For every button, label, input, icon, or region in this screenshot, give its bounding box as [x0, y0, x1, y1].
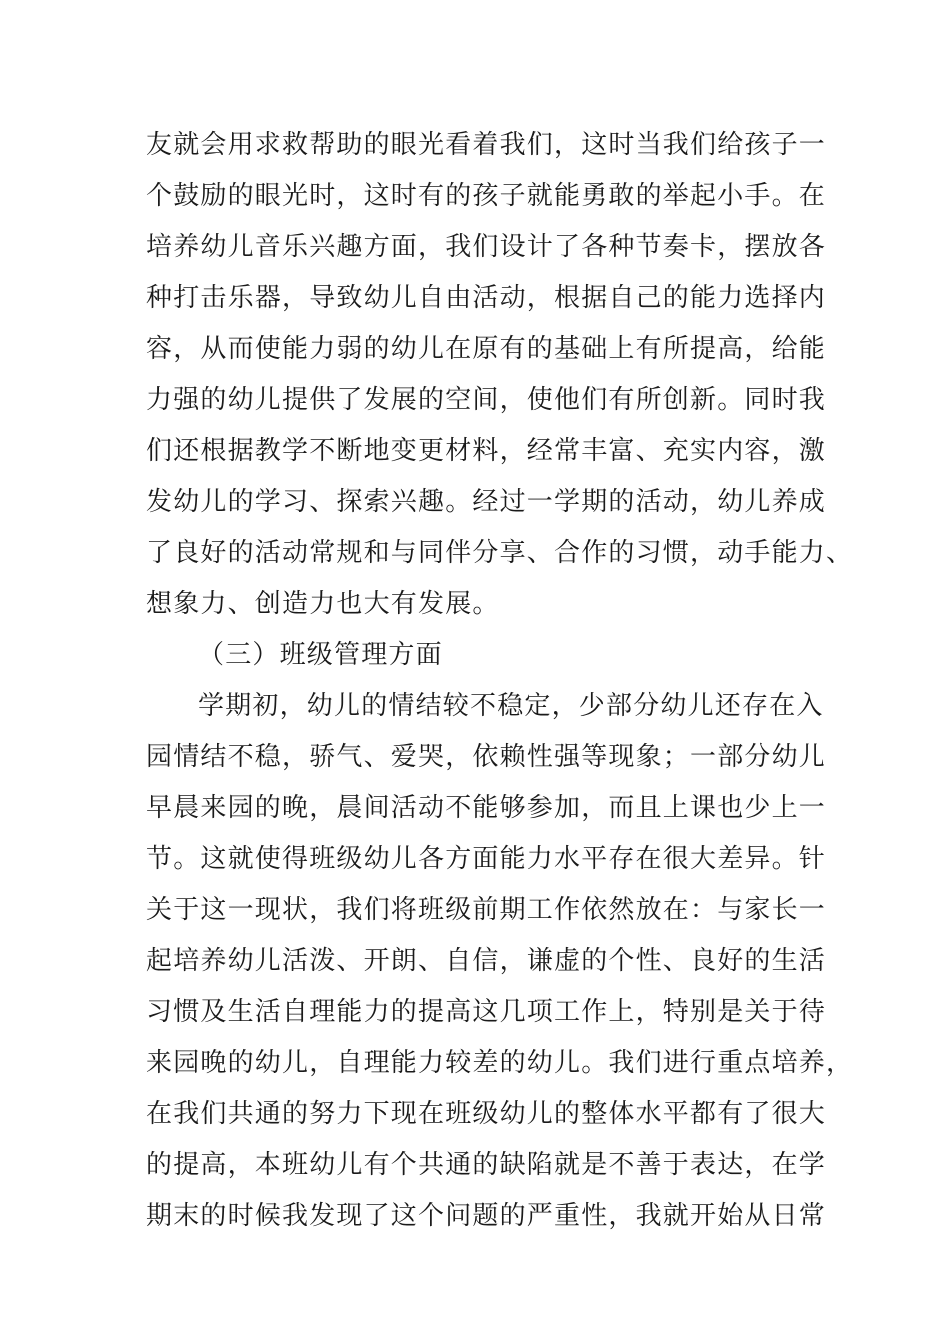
paragraph-line: 们还根据教学不断地变更材料，经常丰富、充实内容，激: [146, 436, 827, 466]
paragraph-line: 友就会用求救帮助的眼光看着我们，这时当我们给孩子一: [146, 130, 827, 160]
paragraph-line: 容，从而使能力弱的幼儿在原有的基础上有所提高，给能: [146, 334, 827, 364]
paragraph-line: 个鼓励的眼光时，这时有的孩子就能勇敢的举起小手。在: [146, 181, 827, 211]
paragraph-line: 园情结不稳，骄气、爱哭，依赖性强等现象；一部分幼儿: [146, 742, 827, 772]
paragraph-line: 了良好的活动常规和与同伴分享、合作的习惯，动手能力、: [146, 538, 854, 568]
paragraph-line: 起培养幼儿活泼、开朗、自信，谦虚的个性、良好的生活: [146, 946, 827, 976]
paragraph-line: 的提高，本班幼儿有个共通的缺陷就是不善于表达，在学: [146, 1150, 827, 1180]
paragraph-line: 想象力、创造力也大有发展。: [146, 589, 500, 619]
paragraph-line: 力强的幼儿提供了发展的空间，使他们有所创新。同时我: [146, 385, 827, 415]
paragraph-line: 早晨来园的晚，晨间活动不能够参加，而且上课也少上一: [146, 793, 827, 823]
paragraph-line: 种打击乐器，导致幼儿自由活动，根据自己的能力选择内: [146, 283, 827, 313]
paragraph-line: 关于这一现状，我们将班级前期工作依然放在：与家长一: [146, 895, 827, 925]
paragraph-line: 期末的时候我发现了这个问题的严重性，我就开始从日常: [146, 1201, 827, 1231]
paragraph-line: 在我们共通的努力下现在班级幼儿的整体水平都有了很大: [146, 1099, 827, 1129]
paragraph-line: 培养幼儿音乐兴趣方面，我们设计了各种节奏卡，摆放各: [146, 232, 827, 262]
paragraph-line: 节。这就使得班级幼儿各方面能力水平存在很大差异。针: [146, 844, 827, 874]
paragraph-first-line: 学期初，幼儿的情结较不稳定，少部分幼儿还存在入: [198, 691, 824, 721]
paragraph-line: 发幼儿的学习、探索兴趣。经过一学期的活动，幼儿养成: [146, 487, 827, 517]
section-heading: （三）班级管理方面: [198, 640, 443, 670]
paragraph-line: 来园晚的幼儿，自理能力较差的幼儿。我们进行重点培养，: [146, 1048, 854, 1078]
paragraph-line: 习惯及生活自理能力的提高这几项工作上，特别是关于待: [146, 997, 827, 1027]
document-body: [146, 120, 854, 1242]
